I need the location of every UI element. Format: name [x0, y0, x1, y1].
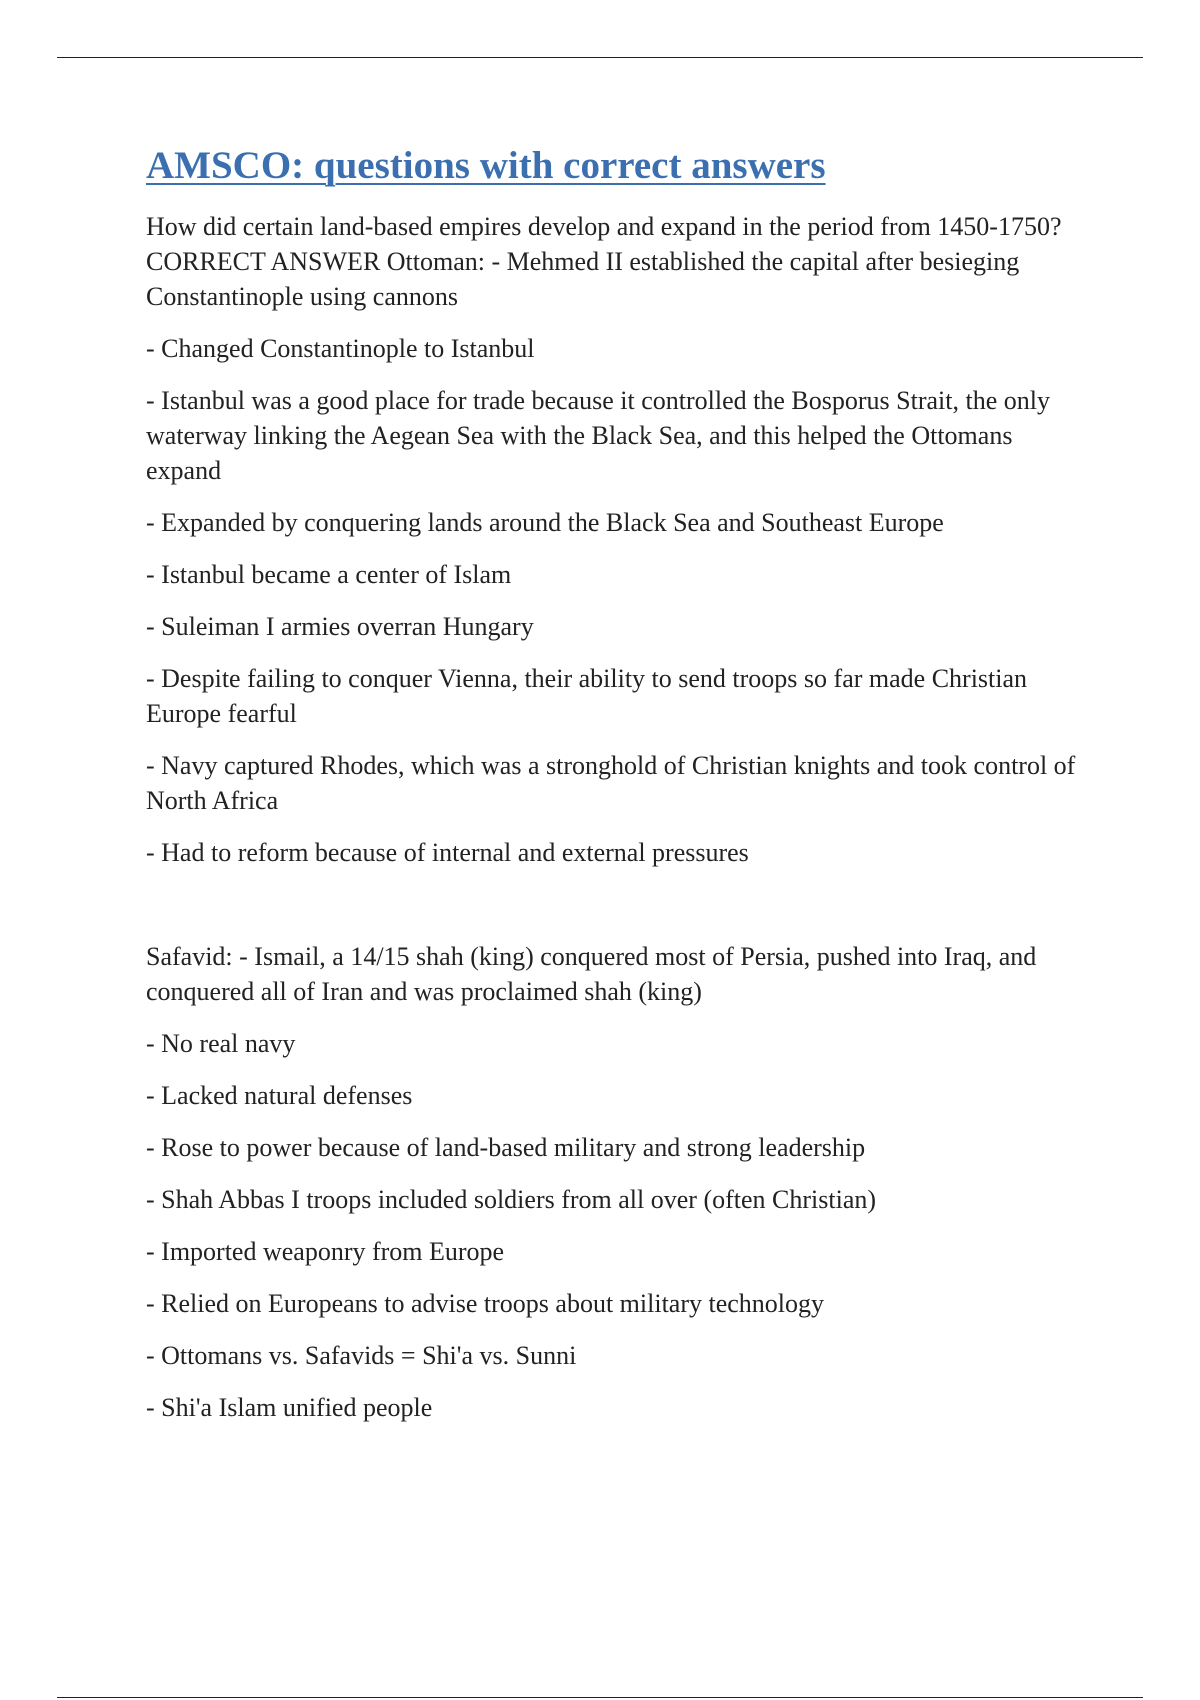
- safavid-point: - No real navy: [146, 1028, 296, 1058]
- ottoman-point: - Suleiman I armies overran Hungary: [146, 611, 534, 641]
- ottoman-point: - Had to reform because of internal and external pressures: [146, 837, 749, 867]
- safavid-intro-paragraph: Safavid: - Ismail, a 14/15 shah (king) conquered most of Persia, pushed into Iraq, and conquered all of Iran and was proclaimed shah (king): [146, 941, 1037, 1006]
- ottoman-point: - Istanbul became a center of Islam: [146, 559, 512, 589]
- intro-paragraph: How did certain land-based empires develop and expand in the period from 1450-1750? CORRECT ANSWER Ottoman: - Mehmed II established the capital after besieging Constantinople using cannons: [146, 211, 1062, 311]
- bottom-rule: [57, 1697, 1143, 1698]
- safavid-point: - Lacked natural defenses: [146, 1080, 413, 1110]
- safavid-point: - Shi'a Islam unified people: [146, 1392, 433, 1422]
- top-rule: [57, 57, 1143, 58]
- safavid-point: - Relied on Europeans to advise troops about military technology: [146, 1288, 825, 1318]
- safavid-point: - Ottomans vs. Safavids = Shi'a vs. Sunni: [146, 1340, 577, 1370]
- ottoman-point: - Navy captured Rhodes, which was a stronghold of Christian knights and took control of North Africa: [146, 750, 1076, 815]
- safavid-point: - Imported weaponry from Europe: [146, 1236, 505, 1266]
- document-body: [146, 142, 1086, 1442]
- ottoman-point: - Expanded by conquering lands around the Black Sea and Southeast Europe: [146, 507, 944, 537]
- ottoman-point: - Changed Constantinople to Istanbul: [146, 333, 535, 363]
- safavid-point: - Rose to power because of land-based military and strong leadership: [146, 1132, 866, 1162]
- document-title: AMSCO: questions with correct answers: [146, 144, 826, 187]
- ottoman-point: - Istanbul was a good place for trade because it controlled the Bosporus Strait, the only waterway linking the Aegean Sea with the Black Sea, and this helped the Ottomans expand: [146, 385, 1050, 485]
- ottoman-point: - Despite failing to conquer Vienna, their ability to send troops so far made Christian Europe fearful: [146, 663, 1028, 728]
- safavid-point: - Shah Abbas I troops included soldiers from all over (often Christian): [146, 1184, 877, 1214]
- section-gap: [146, 887, 1086, 939]
